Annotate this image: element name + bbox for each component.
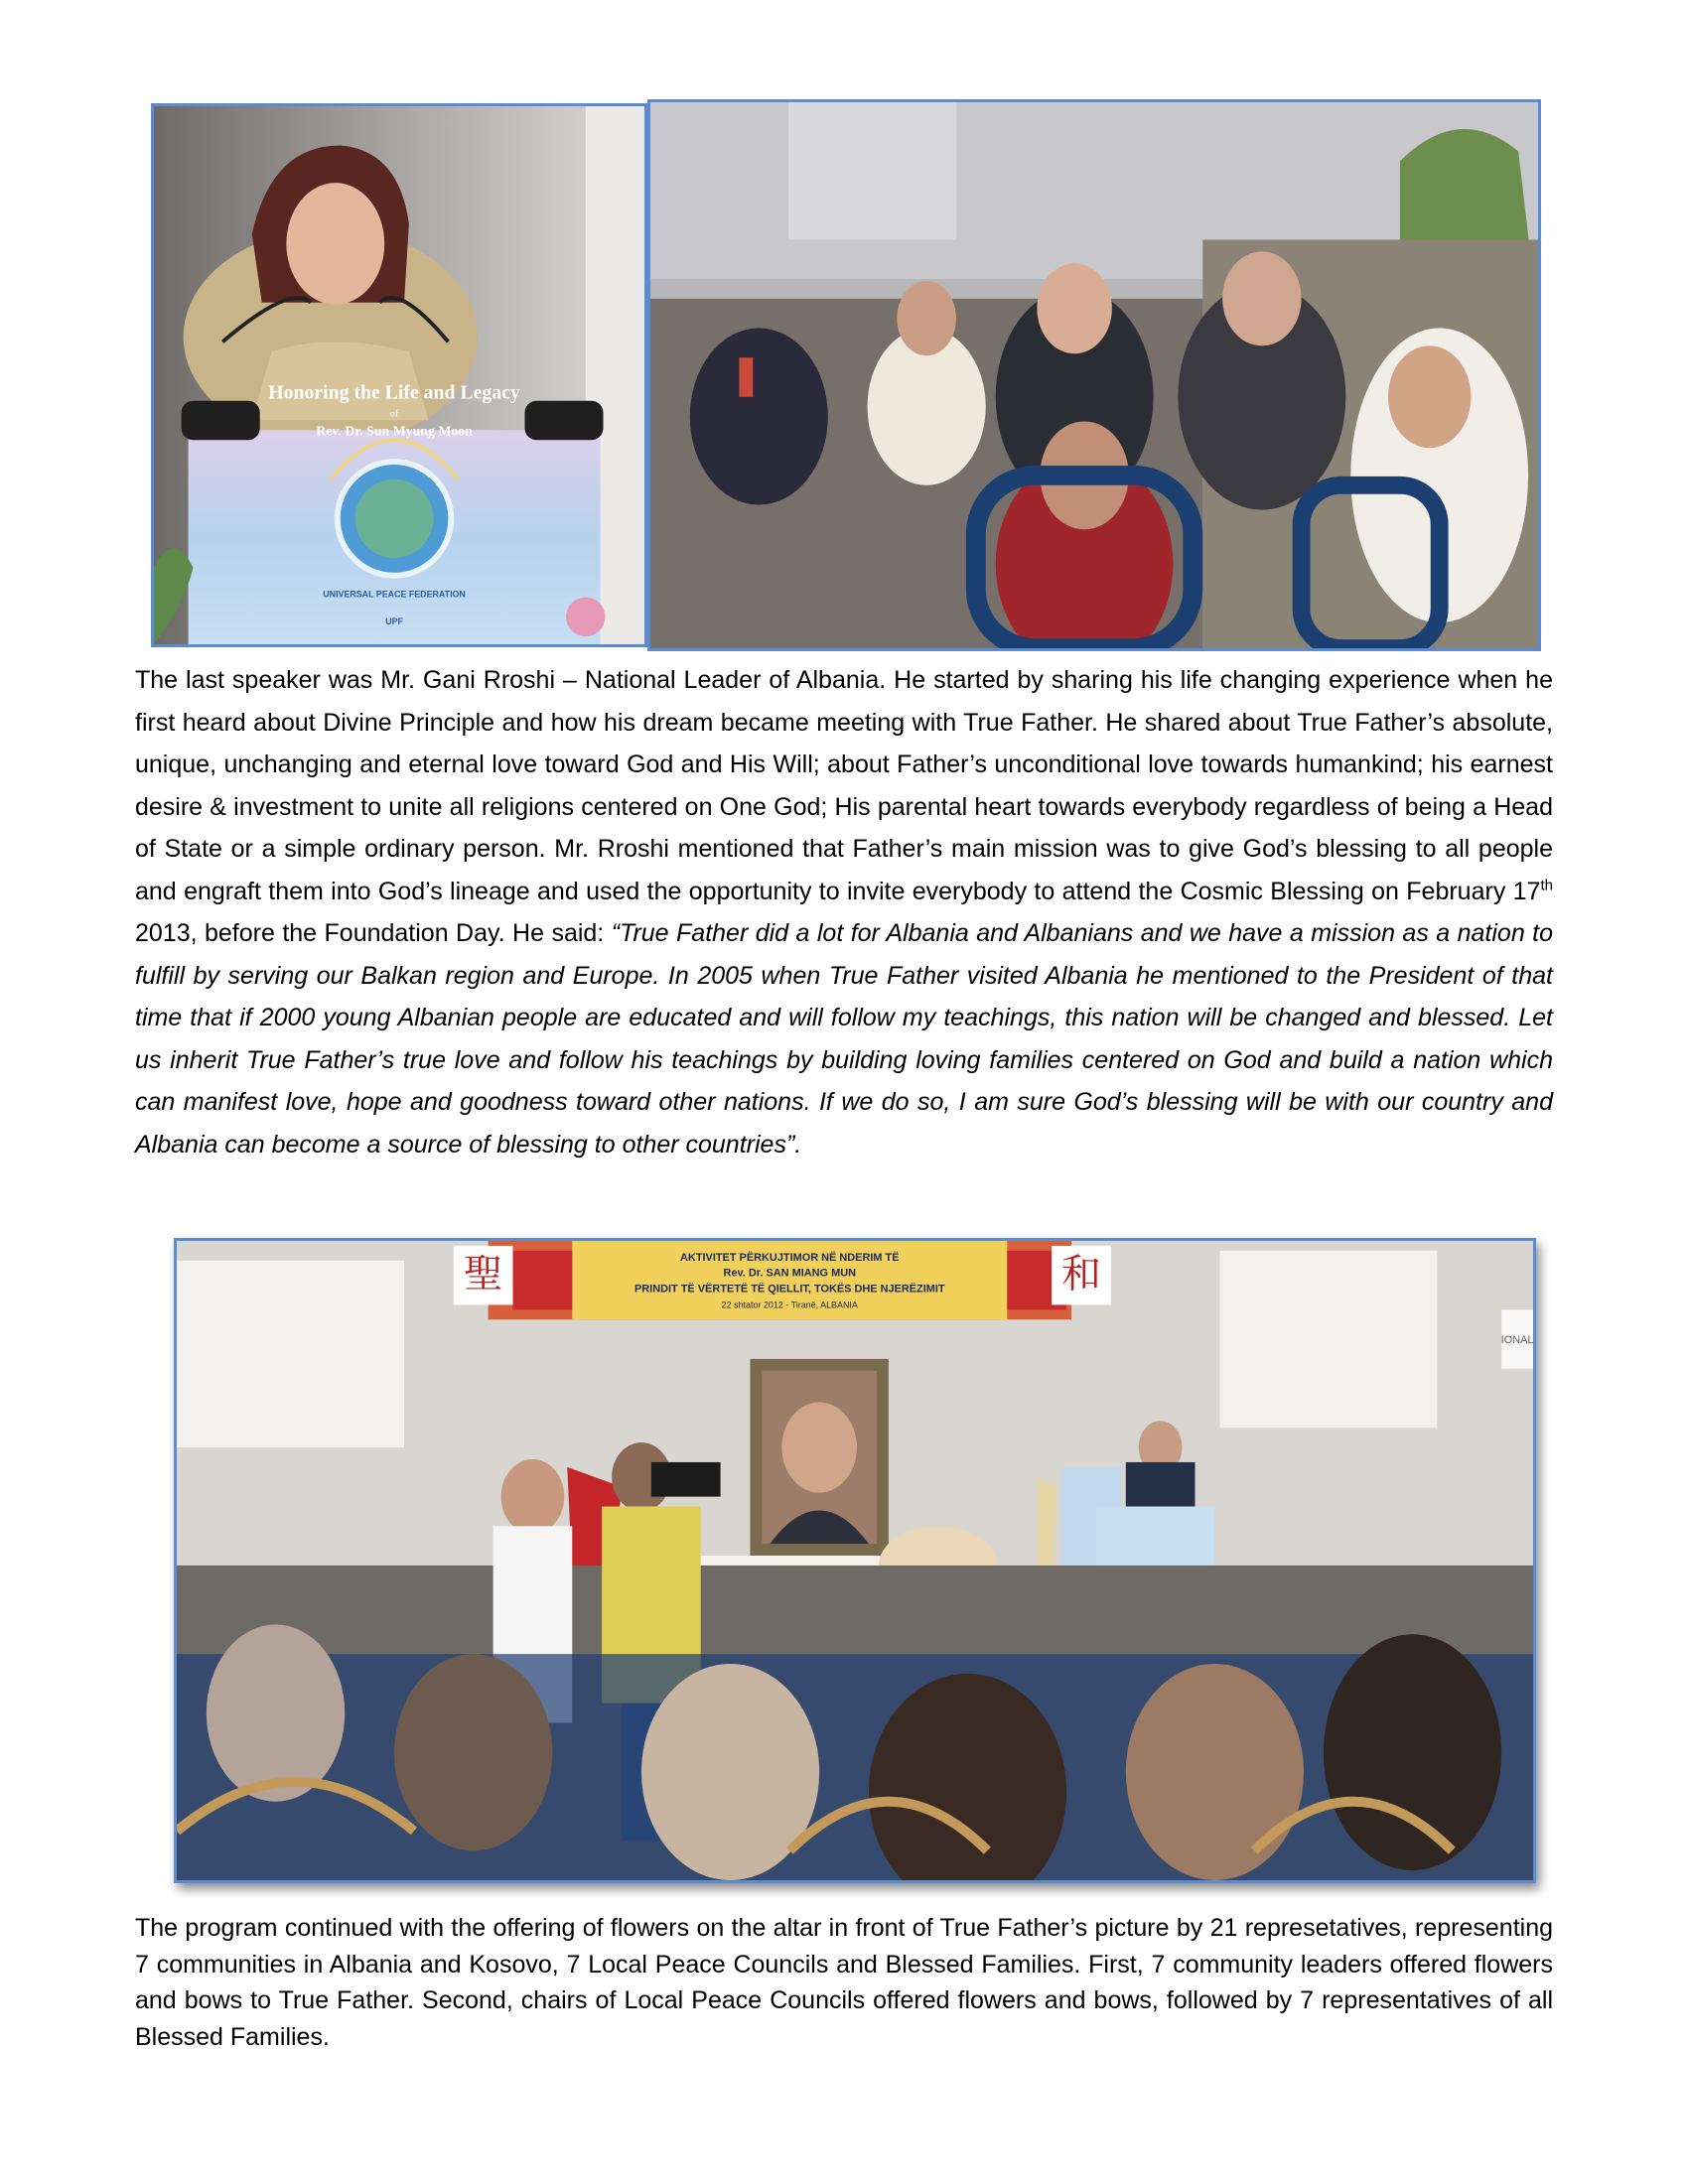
ordinal-suffix: th (1540, 877, 1553, 894)
hall-banner-line-1: AKTIVITET PËRKUJTIMOR NË NDERIM TË (680, 1251, 900, 1264)
hall-banner-line-4: 22 shtator 2012 - Tiranë, ALBANIA (721, 1299, 858, 1310)
hall-banner-line-2: Rev. Dr. SAN MIANG MUN (723, 1267, 857, 1280)
photo-memorial-hall (174, 1238, 1536, 1883)
banner-org: UNIVERSAL PEACE FEDERATION (323, 589, 466, 600)
banner-of: of (389, 408, 399, 420)
paragraph-flower-offering (135, 1910, 1553, 2055)
banner-char-left: 聖 (463, 1252, 503, 1297)
paragraph-1-quote: “True Father did a lot for Albania and Albanians and we have a mission as a nation to fulfill by serving our Balkan region and Europe. In 2005 when True Father visited Albania he mentioned to the President of that time that if 2000 young Albanian people are educated and will follow my teachings, this nation will be changed and blessed. Let us inherit True Father’s true love and follow his teachings by building loving families centered on God and build a nation which can manifest love, hope and goodness toward other nations. If we do so, I am sure God’s blessing will be with our country and Albania can become a source of blessing to other countries”. (135, 919, 1554, 1159)
banner-char-right: 和 (1061, 1252, 1101, 1297)
banner-title: Honoring the Life and Legacy (268, 381, 520, 404)
hall-photo-drawing (177, 1241, 1533, 1880)
audience-photo-drawing (650, 102, 1538, 648)
banner-abbr: UPF (385, 616, 403, 627)
paragraph-speaker-rroshi (135, 659, 1553, 1165)
wall-sign-text: IONAL (1500, 1334, 1533, 1347)
paragraph-1-text-continued: 2013, before the Foundation Day. He said: (135, 919, 612, 947)
speaker-photo-drawing (154, 106, 644, 644)
paragraph-2-text: The program continued with the offering of flowers on the altar in front of True Father’s picture by 21 represetatives, representing 7 communities in Albania and Kosovo, 7 Local Peace Councils and Blessed Families. First, 7 community leaders offered flowers and bows to True Father. Second, chairs of Local Peace Councils offered flowers and bows, followed by 7 representatives of all Blessed Families. (135, 1914, 1553, 2051)
hall-banner-line-3: PRINDIT TË VËRTETË TË QIELLIT, TOKËS DHE NJERËZIMIT (633, 1283, 945, 1296)
paragraph-1-text: The last speaker was Mr. Gani Rroshi – National Leader of Albania. He started by sharing his life changing experience when he first heard about Divine Principle and how his dream became meeting with True Father. He shared about True Father’s absolute, unique, unchanging and eternal love toward God and His Will; about Father’s unconditional love towards humankind; his earnest desire & investment to unite all religions centered on One God; His parental heart towards everybody regardless of being a Head of State or a simple ordinary person. Mr. Rroshi mentioned that Father’s main mission was to give God’s blessing to all people and engraft them into God’s lineage and used the opportunity to invite everybody to attend the Cosmic Blessing on February 17 (135, 666, 1553, 905)
banner-name: Rev. Dr. Sun Myung Moon (316, 423, 473, 439)
photo-audience-seated (647, 99, 1541, 651)
photo-speaker-at-podium (151, 103, 647, 647)
